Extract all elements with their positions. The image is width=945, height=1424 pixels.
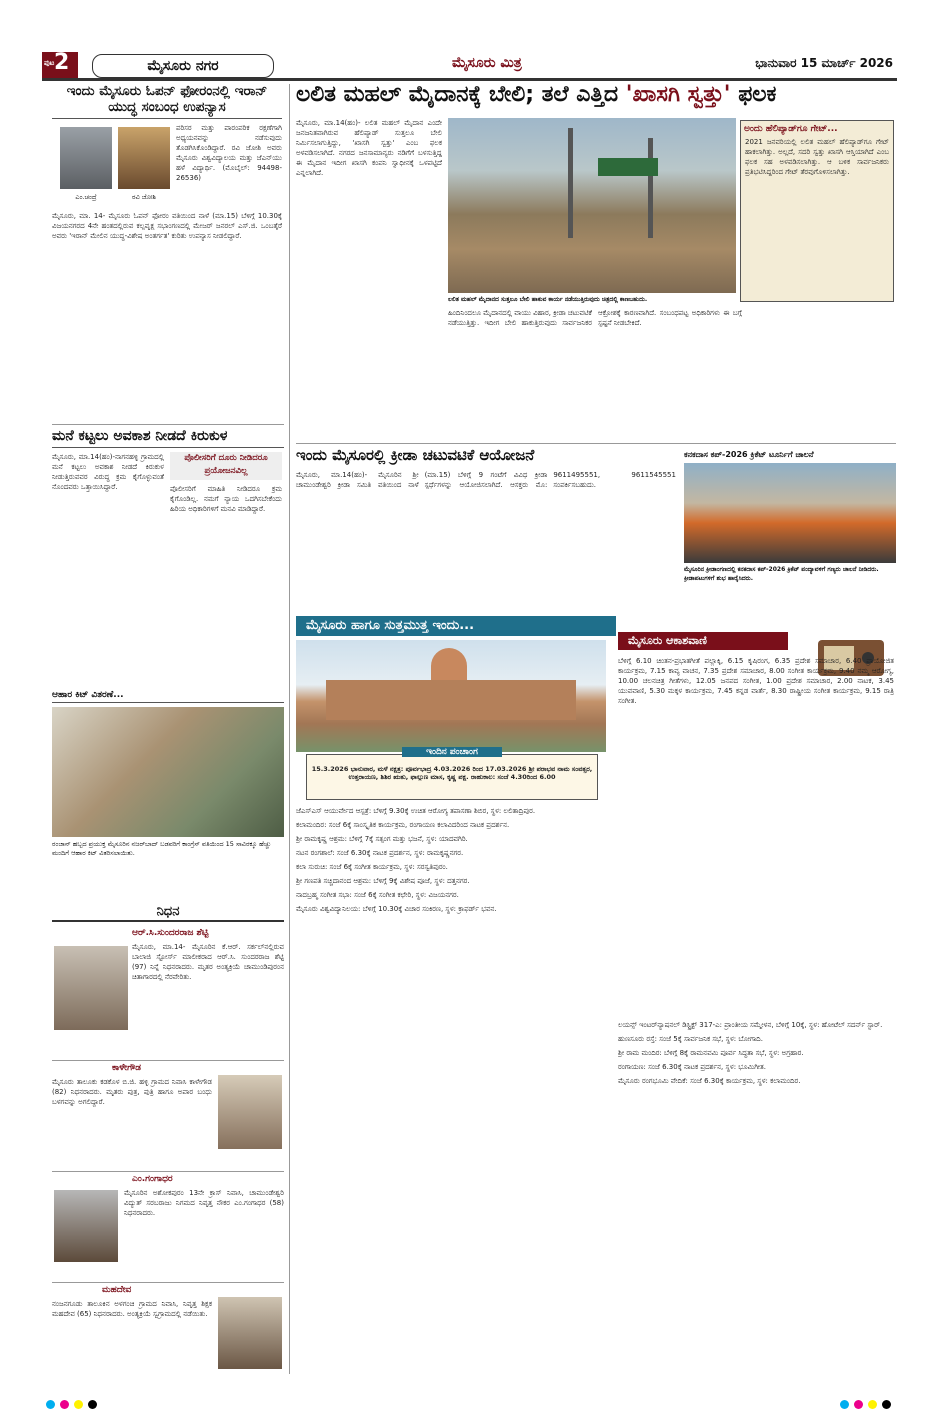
obit-photo-4 xyxy=(218,1297,282,1369)
main-headline xyxy=(296,82,896,107)
registration-mark xyxy=(74,1400,83,1409)
police-subhead: ಪೊಲೀಸರಿಗೆ ದೂರು ನೀಡಿದರೂ ಪ್ರಯೋಜನವಿಲ್ಲ xyxy=(170,452,282,480)
registration-mark xyxy=(854,1400,863,1409)
list-item: ಶ್ರೀ ರಾಮಕೃಷ್ಣ ಆಶ್ರಮ: ಬೆಳಿಗ್ಗೆ 7ಕ್ಕೆ ಸತ್ಸಂಗ ಮತ್ತು ಭಜನೆ, ಸ್ಥಳ: ಯಾದವಗಿರಿ. xyxy=(296,835,468,843)
events-list xyxy=(296,806,606,1376)
obit-text-1: ಮೈಸೂರು, ಮಾ.14- ಮೈಸೂರಿನ ಕೆ.ಆರ್. ಸರ್ಕಲ್‌ನಲ್ಲಿರುವ ಬಾಲಾಜಿ ಸ್ಟೋರ್ಸ್ ಮಾಲೀಕರಾದ ಆರ್.ಸಿ. ಸುಂದರರಾಜ ಶೆಟ್ಟಿ (97) ನಿನ್ನೆ ನಿಧನರಾದರು. ಮೃತರ ಅಂತ್ಯಕ್ರಿಯೆ ಚಾಮುಂಡಿಪುರಂನ ಚಿತಾಗಾರದಲ್ಲಿ ನೆರವೇರಿತು. xyxy=(132,942,284,981)
sports-text: ಮೈಸೂರು, ಮಾ.14(ಹಂ)- ಮೈಸೂರಿನ ಶ್ರೀ ಚಾಮುಂಡೇಶ್ವರಿ ಕ್ರೀಡಾ ಸಮಿತಿ ವತಿಯಿಂದ ನಾಳೆ (ಮಾ.15) ಬೆಳಿಗ್ಗೆ 9 ಗಂಟೆಗೆ ವಿವಿಧ ಕ್ರೀಡಾ ಸ್ಪರ್ಧೆಗಳನ್ನು ಆಯೋಜಿಸಲಾಗಿದೆ. ಆಸಕ್ತರು ಮೊ: 9611495551, 9611545551 ಸಂಪರ್ಕಿಸಬಹುದು. xyxy=(296,471,676,490)
article-text: ಪೊಲೀಸರಿಗೆ ಮಾಹಿತಿ ನೀಡಿದರೂ ಕ್ರಮ ಕೈಗೊಂಡಿಲ್ಲ. ನಮಗೆ ನ್ಯಾಯ ಒದಗಿಸಬೇಕೆಂದು ಹಿರಿಯ ಅಧಿಕಾರಿಗಳಿಗೆ ಮನವಿ ಮಾಡಿದ್ದಾರೆ. xyxy=(170,485,282,514)
main-story-continuation: ಹಿಂದಿನಿಂದಲೂ ಮೈದಾನದಲ್ಲಿ ವಾಯು ವಿಹಾರ, ಕ್ರೀಡಾ ಚಟುವಟಿಕೆ ನಡೆಯುತ್ತಿತ್ತು. ಇದೀಗ ಬೇಲಿ ಹಾಕುತ್ತಿರುವುದು ಸಾರ್ವಜನಿಕರ ಆಕ್ರೋಶಕ್ಕೆ ಕಾರಣವಾಗಿದೆ. ಸಂಬಂಧಪಟ್ಟ ಅಧಿಕಾರಿಗಳು ಈ ಬಗ್ಗೆ ಸ್ಪಷ್ಟನೆ ನೀಡಬೇಕಿದೆ. xyxy=(448,309,742,327)
masthead-logo: ಮೈಸೂರು ಮಿತ್ರ xyxy=(452,55,522,71)
list-item: ಶ್ರೀ ಗಣಪತಿ ಸಚ್ಚಿದಾನಂದ ಆಶ್ರಮ: ಬೆಳಿಗ್ಗೆ 9ಕ್ಕೆ ವಿಶೇಷ ಪೂಜೆ, ಸ್ಥಳ: ದತ್ತನಗರ. xyxy=(296,877,470,885)
obit-photo-2 xyxy=(218,1075,282,1149)
list-item: ಲಯನ್ಸ್ ಇಂಟರ್‌ನ್ಯಾಷನಲ್ ಡಿಸ್ಟ್ರಿಕ್ಟ್ 317-ಎ: ಪ್ರಾಂತೀಯ ಸಮ್ಮೇಳನ, ಬೆಳಿಗ್ಗೆ 10ಕ್ಕೆ, ಸ್ಥಳ: ಹೋಟೆಲ್ ಸದರ್ನ್ ಸ್ಟಾರ್. xyxy=(618,1021,883,1029)
events-list-2 xyxy=(618,1020,894,1376)
cricket-photo xyxy=(684,463,896,563)
panchanga-text: 15.3.2026 ಭಾನುವಾರ, ಮಳೆ ನಕ್ಷತ್ರ: ಪೂರ್ವಭಾದ್ರ 4.03.2026 ರಿಂದ 17.03.2026 ಶ್ರೀ ಪರಾಭವ ನಾಮ ಸಂವತ್ಸರ, ಉತ್ತರಾಯಣ, ಶಿಶಿರ ಋತು, ಫಾಲ್ಗುಣ ಮಾಸ, ಕೃಷ್ಣ ಪಕ್ಷ. ರಾಹುಕಾಲ: ಸಂಜೆ 4.30ರಿಂದ 6.00 xyxy=(311,765,593,781)
main-headline-quote: 'ಖಾಸಗಿ ಸ್ವತ್ತು' xyxy=(625,82,731,107)
obit-text-4: ನಂಜನಗೂಡು ತಾಲೂಕಿನ ಅಳಗಂಚಿ ಗ್ರಾಮದ ನಿವಾಸಿ, ನಿವೃತ್ತ ಶಿಕ್ಷಕ ಮಹದೇವ (65) ನಿಧನರಾದರು. ಅಂತ್ಯಕ್ರಿಯೆ ಸ್ವಗ್ರಾಮದಲ್ಲಿ ನಡೆಯಿತು. xyxy=(52,1299,212,1318)
food-kit-title: ಆಹಾರ ಕಿಟ್ ವಿತರಣೆ... xyxy=(52,690,284,703)
list-item: ಹುಣಸೂರು ರಸ್ತೆ: ಸಂಜೆ 5ಕ್ಕೆ ಸಾರ್ವಜನಿಕ ಸಭೆ, ಸ್ಥಳ: ಬೋಗಾದಿ. xyxy=(618,1035,763,1043)
list-item: ನಟನ ರಂಗಶಾಲೆ: ಸಂಜೆ 6.30ಕ್ಕೆ ನಾಟಕ ಪ್ರದರ್ಶನ, ಸ್ಥಳ: ರಾಮಕೃಷ್ಣನಗರ. xyxy=(296,849,464,857)
open-forum-headline: ಇಂದು ಮೈಸೂರು ಓಪನ್ ಫೋರಂನಲ್ಲಿ ಇರಾನ್ ಯುದ್ಧ ಸಂಬಂಧ ಉಪನ್ಯಾಸ xyxy=(52,84,282,119)
sports-headline: ಇಂದು ಮೈಸೂರಲ್ಲಿ ಕ್ರೀಡಾ ಚಟುವಟಿಕೆ ಆಯೋಜನೆ xyxy=(296,446,535,464)
food-kit-article xyxy=(52,690,284,880)
main-headline-part1: ಲಲಿತ ಮಹಲ್ ಮೈದಾನಕ್ಕೆ ಬೇಲಿ; ತಲೆ ಎತ್ತಿದ xyxy=(296,82,619,107)
registration-mark xyxy=(868,1400,877,1409)
fence-photo-caption: ಲಲಿತ ಮಹಲ್ ಮೈದಾನದ ಸುತ್ತಲೂ ಬೇಲಿ ಹಾಕುವ ಕಾರ್ಯ ನಡೆಯುತ್ತಿರುವುದು ಚಿತ್ರದಲ್ಲಿ ಕಾಣಬಹುದು. xyxy=(448,296,648,303)
house-headline: ಮನೆ ಕಟ್ಟಲು ಅವಕಾಶ ನೀಡದೆ ಕಿರುಕುಳ xyxy=(52,428,284,448)
main-story-text: ಮೈಸೂರು, ಮಾ.14(ಹಂ)- ಲಲಿತ ಮಹಲ್ ಮೈದಾನ ಎಂದೇ ಜನಜನಿತವಾಗಿರುವ ಹೆಲಿಪ್ಯಾಡ್ ಸುತ್ತಲೂ ಬೇಲಿ ನಿರ್ಮಿಸಲಾಗುತ್ತಿದ್ದು, 'ಖಾಸಗಿ ಸ್ವತ್ತು' ಎಂಬ ಫಲಕ ಅಳವಡಿಸಲಾಗಿದೆ. ನಗರದ ಜನಸಾಮಾನ್ಯರು ನಡಿಗೆಗೆ ಬಳಸುತ್ತಿದ್ದ ಈ ಮೈದಾನ ಇದೀಗ ಖಾಸಗಿ ಕಂಪನಿ ಸ್ವಾಧೀನಕ್ಕೆ ಒಳಪಟ್ಟಿದೆ ಎನ್ನಲಾಗಿದೆ. xyxy=(296,119,442,177)
article-text: ಮೈಸೂರು, ಮಾ.14(ಹಂ)-ನಾಗನಹಳ್ಳಿ ಗ್ರಾಮದಲ್ಲಿ ಮನೆ ಕಟ್ಟಲು ಅವಕಾಶ ನೀಡದೆ ಕಿರುಕುಳ ನೀಡುತ್ತಿರುವವರ ವಿರುದ್ಧ ಕ್ರಮ ಕೈಗೊಳ್ಳುವಂತೆ ನೊಂದವರು ಒತ್ತಾಯಿಸಿದ್ದಾರೆ. xyxy=(52,453,164,492)
list-item: ನಾದಬ್ರಹ್ಮ ಸಂಗೀತ ಸಭಾ: ಸಂಜೆ 6ಕ್ಕೆ ಸಂಗೀತ ಕಛೇರಿ, ಸ್ಥಳ: ವಿಜಯನಗರ. xyxy=(296,891,459,899)
palace-photo xyxy=(296,640,606,752)
side-box-title: ಅಂದು ಹೆಲಿಪ್ಯಾಡ್‌ಗೂ ಗೇಟ್... xyxy=(744,124,838,134)
article-text: ಪರಿಸರ ಮತ್ತು ಪಾರಂಪರಿಕ ರಕ್ಷಣೆಗಾಗಿ ಅಧ್ಯಯನವನ್ನು ನಡೆಸುವುದು ತೊಡಗಿಸಿಕೊಂಡಿದ್ದಾರೆ. ರವಿ ಜೋಶಿ ಅವರು ಮೈಸೂರು ವಿಶ್ವವಿದ್ಯಾಲಯ ಮತ್ತು ಜೆಎನ್‌ಯು ಹಳೆ ವಿದ್ಯಾರ್ಥಿ. (ಮೊಬೈಲ್: 94498-26536) xyxy=(176,124,282,183)
fence-photo xyxy=(448,118,736,293)
section-title: ಮೈಸೂರು ನಗರ xyxy=(92,54,274,78)
main-story xyxy=(296,82,896,107)
radio-title: ಮೈಸೂರು ಆಕಾಶವಾಣಿ xyxy=(618,632,788,650)
food-kit-photo xyxy=(52,707,284,837)
list-item: ಶ್ರೀ ರಾಮ ಮಂದಿರ: ಬೆಳಿಗ್ಗೆ 8ಕ್ಕೆ ರಾಮನವಮಿ ಪೂರ್ವ ಸಿದ್ಧತಾ ಸಭೆ, ಸ್ಥಳ: ಅಗ್ರಹಾರ. xyxy=(618,1049,804,1057)
list-item: ಕಲಾಮಂದಿರ: ಸಂಜೆ 6ಕ್ಕೆ ಸಾಂಸ್ಕೃತಿಕ ಕಾರ್ಯಕ್ರಮ, ರಂಗಾಯಣ ಕಲಾವಿದರಿಂದ ನಾಟಕ ಪ್ರದರ್ಶನ. xyxy=(296,821,510,829)
registration-mark xyxy=(840,1400,849,1409)
today-bar: ಮೈಸೂರು ಹಾಗೂ ಸುತ್ತಮುತ್ತ ಇಂದು... xyxy=(296,616,616,636)
food-kit-caption: ರಂಜಾನ್ ಹಬ್ಬದ ಪ್ರಯುಕ್ತ ಮೈಸೂರಿನ ನಜರ್‌ಬಾದ್ ಬಡವರಿಗೆ ಕಾಂಗ್ರೆಸ್ ವತಿಯಿಂದ 15 ಸಾವಿರಕ್ಕೂ ಹೆಚ್ಚು ಮಂದಿಗೆ ಆಹಾರ ಕಿಟ್ ವಿತರಿಸಲಾಯಿತು. xyxy=(52,840,272,857)
registration-mark xyxy=(60,1400,69,1409)
obit-name-3: ಎಂ.ಗಂಗಾಧರ xyxy=(132,1173,173,1184)
page-number: 2 xyxy=(54,50,70,75)
list-item: ಮೈಸೂರು ರಂಗಭೂಮಿ ವೇದಿಕೆ: ಸಂಜೆ 6.30ಕ್ಕೆ ಕಾರ್ಯಕ್ರಮ, ಸ್ಥಳ: ಕಲಾಮಂದಿರ. xyxy=(618,1077,801,1085)
obit-photo-3 xyxy=(54,1190,118,1262)
list-item: ಜೆಎಸ್‌ಎಸ್ ಆಯುರ್ವೇದ ಆಸ್ಪತ್ರೆ: ಬೆಳಿಗ್ಗೆ 9.30ಕ್ಕೆ ಉಚಿತ ಆರೋಗ್ಯ ತಪಾಸಣಾ ಶಿಬಿರ, ಸ್ಥಳ: ಲಲಿತಾದ್ರಿಪುರ. xyxy=(296,807,536,815)
obit-name-4: ಮಹದೇವ xyxy=(102,1284,132,1295)
house-complaint-article xyxy=(52,428,284,682)
article-text: ಮೈಸೂರು, ಮಾ. 14- ಮೈಸೂರು ಓಪನ್ ಫೋರಂ ವತಿಯಿಂದ ನಾಳೆ (ಮಾ.15) ಬೆಳಿಗ್ಗೆ 10.30ಕ್ಕೆ ವಿಜಯನಗರದ 4ನೇ ಹಂತದಲ್ಲಿರುವ ಕಲ್ಪವೃಕ್ಷ ಸಭಾಂಗಣದಲ್ಲಿ ಮೇಜರ್ ಜನರಲ್ ಎಸ್.ಜಿ. ಒಂಬತ್ಕೆರೆ ಅವರು 'ಇರಾನ್ ಮೇಲಿನ ಯುದ್ಧ-ವಿಶೇಷ ಅಂತರ್ಗತ' ಕುರಿತು ಉಪನ್ಯಾಸ ನೀಡಲಿದ್ದಾರೆ. xyxy=(52,212,282,241)
obit-name-2: ಕಾಳೇಗೌಡ xyxy=(112,1062,142,1073)
side-box-text: 2021 ಜನವರಿಯಲ್ಲಿ ಲಲಿತ ಮಹಲ್ ಹೆಲಿಪ್ಯಾಡ್‌ಗೂ ಗೇಟ್ ಹಾಕಲಾಗಿತ್ತು. ಅಲ್ಲದೆ, ಸದರಿ ಸ್ವತ್ತು ಖಾಸಗಿ ಆಸ್ತಿಯಾಗಿದೆ ಎಂಬ ಫಲಕ ಸಹ ಅಳವಡಿಸಲಾಗಿತ್ತು. ಆ ಬಳಿಕ ಸಾರ್ವಜನಿಕರು ಪ್ರತಿಭಟಿಸಿದ್ದರಿಂದ ಗೇಟ್ ತೆರವುಗೊಳಿಸಲಾಗಿತ್ತು. xyxy=(745,138,889,176)
registration-mark xyxy=(882,1400,891,1409)
left-column xyxy=(52,84,282,437)
registration-mark xyxy=(46,1400,55,1409)
page-label: ಪುಟ xyxy=(44,59,55,67)
issue-date: ಭಾನುವಾರ 15 ಮಾರ್ಚ್ 2026 xyxy=(755,56,893,70)
panchanga-box xyxy=(306,747,598,800)
list-item: ರಂಗಾಯಣ: ಸಂಜೆ 6.30ಕ್ಕೆ ನಾಟಕ ಪ್ರದರ್ಶನ, ಸ್ಥಳ: ಭೂಮಿಗೀತ. xyxy=(618,1063,766,1071)
main-headline-part2: ಫಲಕ xyxy=(738,82,777,107)
cricket-headline: ಕನಕದಾಸ ಕಪ್-2026 ಕ್ರಿಕೆಟ್ ಟೂರ್ನಿಗೆ ಚಾಲನೆ xyxy=(684,450,814,459)
cricket-caption: ಮೈಸೂರಿನ ಕ್ರೀಡಾಂಗಣದಲ್ಲಿ ಕನಕದಾಸ ಕಪ್-2026 ಕ್ರಿಕೆಟ್ ಪಂದ್ಯಾವಳಿಗೆ ಗಣ್ಯರು ಚಾಲನೆ ನೀಡಿದರು. ಕ್ರೀಡಾಪಟುಗಳಿಗೆ ಶುಭ ಹಾರೈಸಿದರು. xyxy=(684,566,879,582)
registration-mark xyxy=(88,1400,97,1409)
list-item: ಕಲಾ ಸುರುಚಿ: ಸಂಜೆ 6ಕ್ಕೆ ಸಂಗೀತ ಕಾರ್ಯಕ್ರಮ, ಸ್ಥಳ: ಸರಸ್ವತಿಪುರಂ. xyxy=(296,863,448,871)
person-caption-1: ಎಂ.ಚಂದ್ರೆ xyxy=(75,193,97,202)
obit-text-2: ಮೈಸೂರು ತಾಲೂಕು ಕಡಕೊಳ ಬಿ.ಜಿ. ಹಳ್ಳಿ ಗ್ರಾಮದ ನಿವಾಸಿ ಕಾಳೇಗೌಡ (82) ನಿಧನರಾದರು. ಮೃತರು ಪುತ್ರ, ಪುತ್ರಿ ಹಾಗೂ ಅಪಾರ ಬಂಧು ಬಳಗವನ್ನು ಅಗಲಿದ್ದಾರೆ. xyxy=(52,1077,212,1106)
radio-schedule: ಬೆಳಿಗ್ಗೆ 6.10 ಚಿಂತನ-ಪ್ರಭಾತಗೀತೆ ಪಲ್ಲಾಕ್ಕಿ, 6.15 ಕೃಷಿರಂಗ, 6.35 ಪ್ರದೇಶ ಸಮಾಚಾರ, 6.40 ಪ್ರಾಯೋಜಿತ ಕಾರ್ಯಕ್ರಮ, 7.15 ಕಾವ್ಯ ವಾಚನ, 7.35 ಪ್ರದೇಶ ಸಮಾಚಾರ, 8.00 ಸಂಗೀತ ಕಾರ್ಯಕ್ರಮ, 9.40 ನಮ್ಮ ಆರೋಗ್ಯ, 10.00 ಚಲನಚಿತ್ರ ಗೀತೆಗಳು, 12.05 ಜನಪದ ಸಂಗೀತ, 1.00 ಪ್ರದೇಶ ಸಮಾಚಾರ, 2.00 ನಾಟಕ, 3.45 ಯುವವಾಣಿ, 5.30 ಮಕ್ಕಳ ಕಾರ್ಯಕ್ರಮ, 7.45 ಕನ್ನಡ ವಾರ್ತೆ, 8.30 ರಾಷ್ಟ್ರೀಯ ಸಂಗೀತ ಕಾರ್ಯಕ್ರಮ, 9.15 ರಾತ್ರಿ ಸಂಗೀತ. xyxy=(618,657,894,705)
divider xyxy=(52,424,284,425)
side-box xyxy=(740,120,894,302)
page-header xyxy=(42,52,897,81)
obit-photo-1 xyxy=(54,946,128,1030)
person-caption-2: ರವಿ ಜೋಶಿ xyxy=(132,193,156,202)
page-number-badge xyxy=(42,52,78,78)
person-photo-chandre xyxy=(60,127,112,189)
column-divider xyxy=(289,84,290,1374)
cricket-article xyxy=(684,450,896,605)
sports-article xyxy=(296,447,676,600)
list-item: ಮೈಸೂರು ವಿಶ್ವವಿದ್ಯಾನಿಲಯ: ಬೆಳಿಗ್ಗೆ 10.30ಕ್ಕೆ ವಿಚಾರ ಸಂಕಿರಣ, ಸ್ಥಳ: ಕ್ರಾಫರ್ಡ್ ಭವನ. xyxy=(296,905,497,913)
obit-name-1: ಆರ್.ಸಿ.ಸುಂದರರಾಜ ಶೆಟ್ಟಿ xyxy=(132,927,209,938)
obit-text-3: ಮೈಸೂರಿನ ಅಶೋಕಪುರಂ 13ನೇ ಕ್ರಾಸ್ ನಿವಾಸಿ, ಚಾಮುಂಡೇಶ್ವರಿ ವಿದ್ಯುತ್ ಸರಬರಾಜು ನಿಗಮದ ನಿವೃತ್ತ ನೌಕರ ಎಂ.ಗಂಗಾಧರ (58) ನಿಧನರಾದರು. xyxy=(124,1188,284,1217)
obituary-section xyxy=(52,905,284,1383)
panchanga-title: ಇಂದಿನ ಪಂಚಾಂಗ xyxy=(402,747,502,757)
divider xyxy=(296,443,896,444)
person-photo-ravi-joshi xyxy=(118,127,170,189)
obituary-title: ನಿಧನ xyxy=(52,905,284,922)
